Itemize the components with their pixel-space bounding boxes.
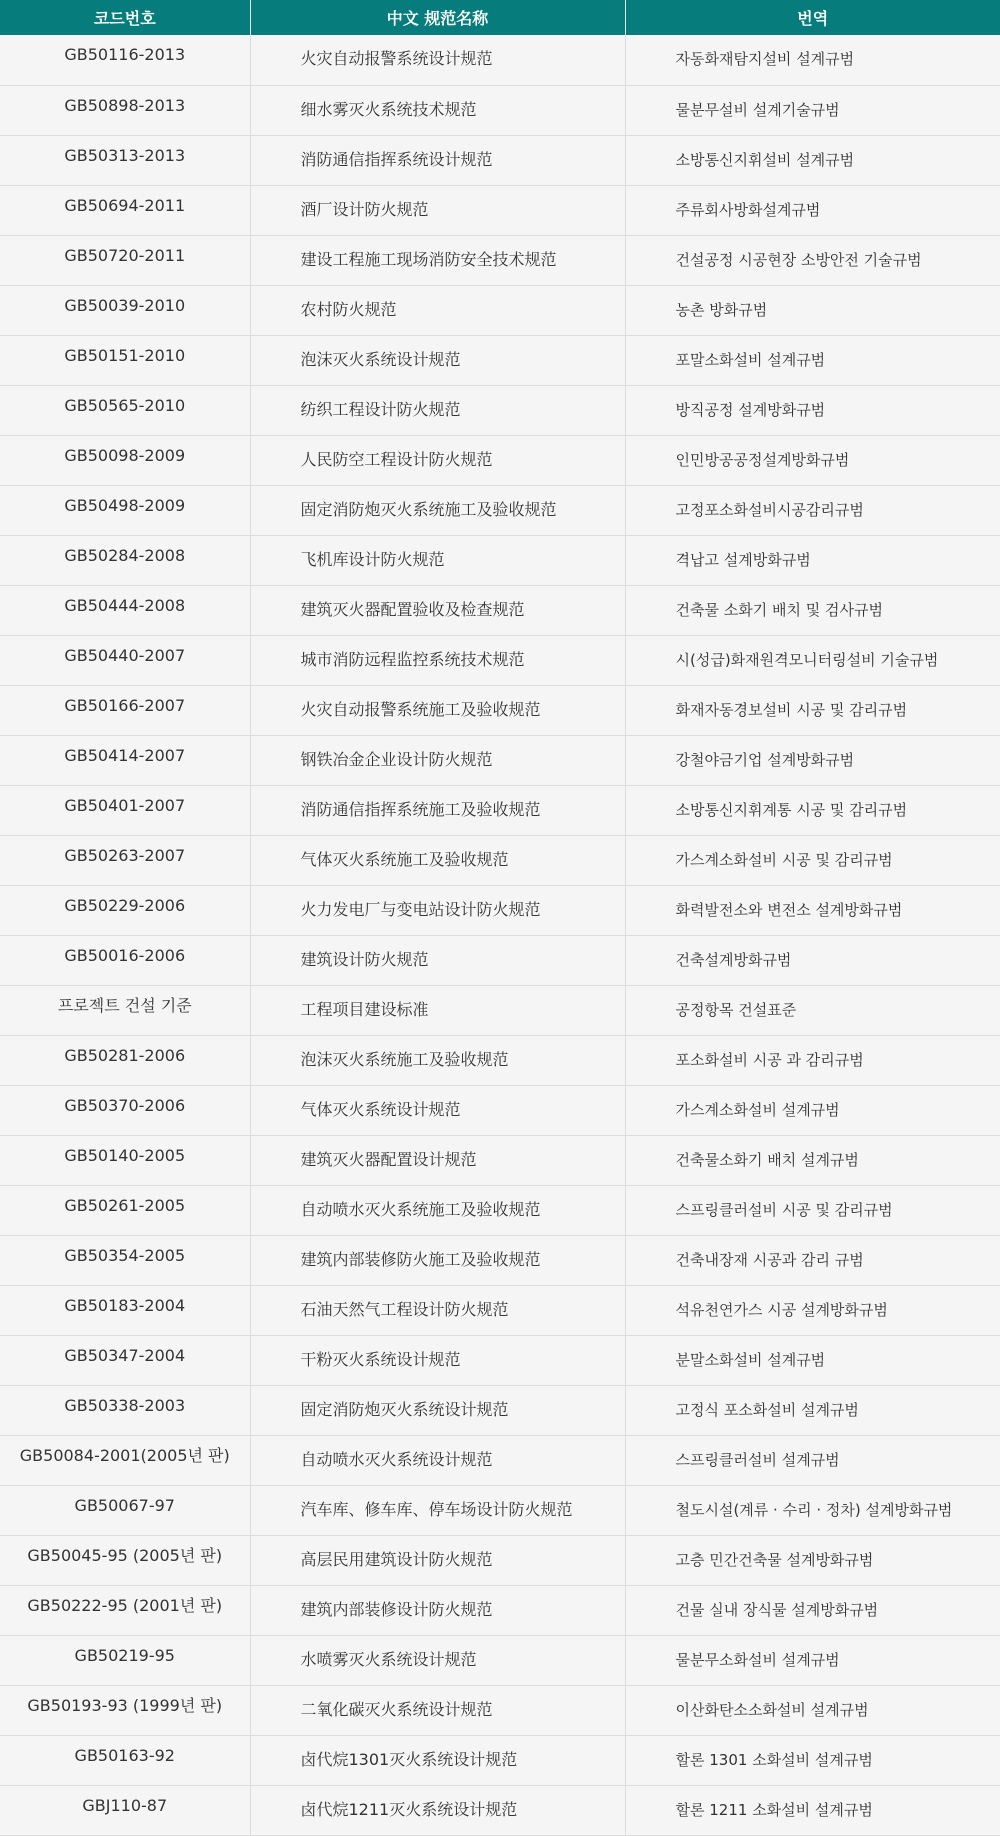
chinese-name: 钢铁冶金企业设计防火规范 [251, 736, 625, 770]
standard-code-cell [0, 1085, 250, 1135]
korean-translation-cell [625, 1185, 1000, 1235]
korean-translation: 방직공정 설계방화규범 [626, 386, 1000, 420]
standard-code: GB50163-92 [0, 1736, 250, 1766]
standard-code: GB50151-2010 [0, 336, 250, 366]
standard-code: GB50444-2008 [0, 586, 250, 616]
standard-code-cell [0, 635, 250, 685]
chinese-name: 工程项目建设标准 [251, 986, 625, 1020]
korean-translation: 철도시설(계류 · 수리 · 정차) 설계방화규범 [626, 1486, 1000, 1520]
korean-translation-cell [625, 785, 1000, 835]
chinese-name: 火力发电厂与变电站设计防火规范 [251, 886, 625, 920]
chinese-name-cell [250, 485, 625, 535]
korean-translation-cell [625, 1635, 1000, 1685]
chinese-name: 固定消防炮灭火系统施工及验收规范 [251, 486, 625, 520]
korean-translation: 가스계소화설비 시공 및 감리규범 [626, 836, 1000, 870]
table-row [0, 285, 1000, 335]
korean-translation: 시(성급)화재원격모니터링설비 기술규범 [626, 636, 1000, 670]
standard-code-cell [0, 185, 250, 235]
standard-code: GB50338-2003 [0, 1386, 250, 1416]
table-row [0, 1135, 1000, 1185]
korean-translation-cell [625, 685, 1000, 735]
standard-code: GB50354-2005 [0, 1236, 250, 1266]
table-header [0, 0, 1000, 35]
standard-code: GBJ110-87 [0, 1786, 250, 1816]
chinese-name-cell [250, 1185, 625, 1235]
header-row [0, 0, 1000, 35]
chinese-name: 建设工程施工现场消防安全技术规范 [251, 236, 625, 270]
standard-code: GB50263-2007 [0, 836, 250, 866]
table-row [0, 1485, 1000, 1535]
korean-translation-cell [625, 735, 1000, 785]
korean-translation: 농촌 방화규범 [626, 286, 1000, 320]
korean-translation-cell [625, 1685, 1000, 1735]
korean-translation-cell [625, 635, 1000, 685]
chinese-name: 自动喷水灭火系统设计规范 [251, 1436, 625, 1470]
standard-code: GB50370-2006 [0, 1086, 250, 1116]
korean-translation-cell [625, 1785, 1000, 1835]
korean-translation-cell [625, 535, 1000, 585]
table-row [0, 235, 1000, 285]
korean-translation-cell [625, 1735, 1000, 1785]
standard-code-cell [0, 835, 250, 885]
standard-code-cell [0, 35, 250, 85]
chinese-name-cell [250, 35, 625, 85]
korean-translation: 고층 민간건축물 설계방화규범 [626, 1536, 1000, 1570]
korean-translation: 포소화설비 시공 과 감리규범 [626, 1036, 1000, 1070]
standard-code-cell [0, 385, 250, 435]
standard-code: GB50039-2010 [0, 286, 250, 316]
korean-translation-cell [625, 1385, 1000, 1435]
standard-code: GB50401-2007 [0, 786, 250, 816]
chinese-name: 固定消防炮灭火系统设计规范 [251, 1386, 625, 1420]
korean-translation: 물분무설비 설계기술규범 [626, 86, 1000, 120]
korean-translation-cell [625, 485, 1000, 535]
standard-code: GB50229-2006 [0, 886, 250, 916]
table-row [0, 85, 1000, 135]
chinese-name-cell [250, 1585, 625, 1635]
standard-code: GB50898-2013 [0, 86, 250, 116]
korean-translation: 소방통신지휘계통 시공 및 감리규범 [626, 786, 1000, 820]
chinese-name-cell [250, 385, 625, 435]
standard-code-cell [0, 1285, 250, 1335]
chinese-name-cell [250, 1385, 625, 1435]
korean-translation-cell [625, 585, 1000, 635]
standard-code-cell [0, 335, 250, 385]
korean-translation: 건축물 소화기 배치 및 검사규범 [626, 586, 1000, 620]
chinese-name-cell [250, 335, 625, 385]
header-chinese-name: 中文 规范名称 [250, 0, 625, 35]
standard-code-cell [0, 935, 250, 985]
standard-code-cell [0, 735, 250, 785]
korean-translation: 격납고 설계방화규범 [626, 536, 1000, 570]
table-row [0, 985, 1000, 1035]
table-row [0, 1285, 1000, 1335]
table-row [0, 1635, 1000, 1685]
standard-code-cell [0, 535, 250, 585]
korean-translation: 포말소화설비 설계규범 [626, 336, 1000, 370]
chinese-name-cell [250, 1335, 625, 1385]
korean-translation: 화재자동경보설비 시공 및 감리규범 [626, 686, 1000, 720]
table-row [0, 1685, 1000, 1735]
chinese-name: 气体灭火系统施工及验收规范 [251, 836, 625, 870]
chinese-name-cell [250, 1785, 625, 1835]
table-row [0, 735, 1000, 785]
chinese-name: 干粉灭火系统设计规范 [251, 1336, 625, 1370]
korean-translation: 화력발전소와 변전소 설계방화규범 [626, 886, 1000, 920]
table-row [0, 585, 1000, 635]
korean-translation-cell [625, 835, 1000, 885]
chinese-name-cell [250, 1485, 625, 1535]
korean-translation-cell [625, 85, 1000, 135]
korean-translation-cell [625, 1285, 1000, 1335]
table-row [0, 785, 1000, 835]
chinese-name: 飞机库设计防火规范 [251, 536, 625, 570]
korean-translation-cell [625, 1335, 1000, 1385]
standard-code-cell [0, 135, 250, 185]
korean-translation-cell [625, 285, 1000, 335]
table-row [0, 1035, 1000, 1085]
chinese-name: 火灾自动报警系统设计规范 [251, 35, 625, 69]
chinese-name-cell [250, 1235, 625, 1285]
korean-translation-cell [625, 1035, 1000, 1085]
chinese-name: 消防通信指挥系统设计规范 [251, 136, 625, 170]
table-row [0, 1085, 1000, 1135]
chinese-name: 泡沫灭火系统施工及验收规范 [251, 1036, 625, 1070]
chinese-name: 城市消防远程监控系统技术规范 [251, 636, 625, 670]
chinese-name-cell [250, 1135, 625, 1185]
standard-code: GB50261-2005 [0, 1186, 250, 1216]
standard-code-cell [0, 1385, 250, 1435]
chinese-name-cell [250, 685, 625, 735]
chinese-name: 农村防火规范 [251, 286, 625, 320]
standard-code: GB50347-2004 [0, 1336, 250, 1366]
korean-translation-cell [625, 1535, 1000, 1585]
standard-code: GB50222-95 (2001년 판) [0, 1586, 250, 1616]
korean-translation-cell [625, 1485, 1000, 1535]
standard-code: GB50313-2013 [0, 136, 250, 166]
standard-code-cell [0, 985, 250, 1035]
standard-code-cell [0, 435, 250, 485]
chinese-name-cell [250, 85, 625, 135]
table-row [0, 1735, 1000, 1785]
standard-code: GB50140-2005 [0, 1136, 250, 1166]
chinese-name-cell [250, 135, 625, 185]
standard-code: GB50183-2004 [0, 1286, 250, 1316]
standard-code: GB50084-2001(2005년 판) [0, 1436, 250, 1466]
standard-code: GB50565-2010 [0, 386, 250, 416]
korean-translation-cell [625, 1435, 1000, 1485]
korean-translation: 건설공정 시공현장 소방안전 기술규범 [626, 236, 1000, 270]
standard-code-cell [0, 485, 250, 535]
chinese-name-cell [250, 1635, 625, 1685]
korean-translation-cell [625, 435, 1000, 485]
table-row [0, 1435, 1000, 1485]
chinese-name-cell [250, 735, 625, 785]
chinese-name-cell [250, 835, 625, 885]
korean-translation-cell [625, 185, 1000, 235]
standard-code-cell [0, 285, 250, 335]
korean-translation-cell [625, 135, 1000, 185]
korean-translation: 주류회사방화설계규범 [626, 186, 1000, 220]
standard-code-cell [0, 1785, 250, 1835]
chinese-name-cell [250, 585, 625, 635]
standard-code-cell [0, 1685, 250, 1735]
table-row [0, 35, 1000, 85]
standard-code-cell [0, 1435, 250, 1485]
table-row [0, 935, 1000, 985]
korean-translation: 공정항목 건설표준 [626, 986, 1000, 1020]
korean-translation: 건축내장재 시공과 감리 규범 [626, 1236, 1000, 1270]
table-row [0, 135, 1000, 185]
standard-code: GB50720-2011 [0, 236, 250, 266]
chinese-name: 石油天然气工程设计防火规范 [251, 1286, 625, 1320]
chinese-name: 卤代烷1301灭火系统设计规范 [251, 1736, 625, 1770]
chinese-name: 人民防空工程设计防火规范 [251, 436, 625, 470]
standard-code: GB50045-95 (2005년 판) [0, 1536, 250, 1566]
chinese-name: 酒厂设计防火规范 [251, 186, 625, 220]
korean-translation-cell [625, 35, 1000, 85]
korean-translation-cell [625, 1585, 1000, 1635]
standard-code: GB50694-2011 [0, 186, 250, 216]
korean-translation: 고정포소화설비시공감리규범 [626, 486, 1000, 520]
standard-code-cell [0, 1185, 250, 1235]
chinese-name: 建筑内部装修设计防火规范 [251, 1586, 625, 1620]
korean-translation: 할론 1301 소화설비 설계규범 [626, 1736, 1000, 1770]
standard-code-cell [0, 1735, 250, 1785]
standard-code: GB50284-2008 [0, 536, 250, 566]
korean-translation: 강철야금기업 설계방화규범 [626, 736, 1000, 770]
standard-code: GB50098-2009 [0, 436, 250, 466]
chinese-name-cell [250, 885, 625, 935]
standard-code: GB50414-2007 [0, 736, 250, 766]
standard-code: GB50016-2006 [0, 936, 250, 966]
korean-translation: 고정식 포소화설비 설계규범 [626, 1386, 1000, 1420]
chinese-name-cell [250, 1435, 625, 1485]
chinese-name-cell [250, 935, 625, 985]
korean-translation-cell [625, 335, 1000, 385]
standard-code-cell [0, 1135, 250, 1185]
standard-code-cell [0, 1635, 250, 1685]
table-row [0, 1585, 1000, 1635]
chinese-name: 二氧化碳灭火系统设计规范 [251, 1686, 625, 1720]
chinese-name-cell [250, 435, 625, 485]
chinese-name: 消防通信指挥系统施工及验收规范 [251, 786, 625, 820]
korean-translation: 스프링클러설비 설계규범 [626, 1436, 1000, 1470]
korean-translation-cell [625, 885, 1000, 935]
standard-code: GB50498-2009 [0, 486, 250, 516]
standard-code-cell [0, 1535, 250, 1585]
standard-code-cell [0, 1035, 250, 1085]
standard-code: 프로젝트 건설 기준 [0, 986, 250, 1016]
korean-translation-cell [625, 385, 1000, 435]
chinese-name-cell [250, 785, 625, 835]
korean-translation: 스프링클러설비 시공 및 감리규범 [626, 1186, 1000, 1220]
chinese-name: 建筑灭火器配置设计规范 [251, 1136, 625, 1170]
chinese-name-cell [250, 1685, 625, 1735]
table-row [0, 1385, 1000, 1435]
standard-code-cell [0, 885, 250, 935]
standard-code: GB50193-93 (1999년 판) [0, 1686, 250, 1716]
chinese-name: 汽车库、修车库、停车场设计防火规范 [251, 1486, 625, 1520]
korean-translation: 분말소화설비 설계규범 [626, 1336, 1000, 1370]
chinese-name-cell [250, 985, 625, 1035]
table-row [0, 1235, 1000, 1285]
table-row [0, 1785, 1000, 1835]
korean-translation-cell [625, 1135, 1000, 1185]
standard-code-cell [0, 1585, 250, 1635]
chinese-name-cell [250, 185, 625, 235]
standard-code-cell [0, 1485, 250, 1535]
standard-code-cell [0, 235, 250, 285]
standard-code: GB50116-2013 [0, 35, 250, 65]
chinese-name: 自动喷水灭火系统施工及验收规范 [251, 1186, 625, 1220]
standard-code: GB50440-2007 [0, 636, 250, 666]
chinese-name: 建筑设计防火规范 [251, 936, 625, 970]
standard-code-cell [0, 85, 250, 135]
table-row [0, 485, 1000, 535]
standard-code: GB50166-2007 [0, 686, 250, 716]
chinese-name: 建筑灭火器配置验收及检查规范 [251, 586, 625, 620]
standard-code-cell [0, 685, 250, 735]
standard-code: GB50067-97 [0, 1486, 250, 1516]
chinese-name-cell [250, 1535, 625, 1585]
chinese-name-cell [250, 1285, 625, 1335]
korean-translation-cell [625, 1085, 1000, 1135]
standard-code-cell [0, 585, 250, 635]
table-row [0, 1535, 1000, 1585]
chinese-name-cell [250, 1035, 625, 1085]
chinese-name: 泡沫灭火系统设计规范 [251, 336, 625, 370]
chinese-name-cell [250, 235, 625, 285]
table-row [0, 335, 1000, 385]
standard-code: GB50281-2006 [0, 1036, 250, 1066]
table-row [0, 185, 1000, 235]
table-row [0, 885, 1000, 935]
korean-translation: 물분무소화설비 설계규범 [626, 1636, 1000, 1670]
header-code: 코드번호 [0, 0, 250, 35]
chinese-name: 纺织工程设计防火规范 [251, 386, 625, 420]
korean-translation: 가스계소화설비 설계규범 [626, 1086, 1000, 1120]
chinese-name-cell [250, 1085, 625, 1135]
chinese-name-cell [250, 535, 625, 585]
chinese-name: 卤代烷1211灭火系统设计规范 [251, 1786, 625, 1820]
korean-translation-cell [625, 1235, 1000, 1285]
table-row [0, 1335, 1000, 1385]
chinese-name-cell [250, 1735, 625, 1785]
chinese-name-cell [250, 285, 625, 335]
korean-translation: 석유천연가스 시공 설계방화규범 [626, 1286, 1000, 1320]
korean-translation-cell [625, 235, 1000, 285]
header-translation: 번역 [625, 0, 1000, 35]
korean-translation: 이산화탄소소화설비 설계규범 [626, 1686, 1000, 1720]
chinese-name: 火灾自动报警系统施工及验收规范 [251, 686, 625, 720]
chinese-name: 气体灭火系统设计规范 [251, 1086, 625, 1120]
chinese-name-cell [250, 635, 625, 685]
korean-translation-cell [625, 985, 1000, 1035]
standard-code: GB50219-95 [0, 1636, 250, 1666]
korean-translation-cell [625, 935, 1000, 985]
chinese-name: 高层民用建筑设计防火规范 [251, 1536, 625, 1570]
table-row [0, 535, 1000, 585]
korean-translation: 건축물소화기 배치 설계규범 [626, 1136, 1000, 1170]
table-row [0, 685, 1000, 735]
korean-translation: 자동화재탐지설비 설계규범 [626, 35, 1000, 69]
standard-code-cell [0, 1335, 250, 1385]
chinese-name: 水喷雾灭火系统设计规范 [251, 1636, 625, 1670]
table-row [0, 835, 1000, 885]
korean-translation: 건축설계방화규범 [626, 936, 1000, 970]
korean-translation: 인민방공공정설계방화규범 [626, 436, 1000, 470]
table-row [0, 435, 1000, 485]
standard-code-cell [0, 785, 250, 835]
korean-translation: 소방통신지휘설비 설계규범 [626, 136, 1000, 170]
table-row [0, 635, 1000, 685]
table-body [0, 35, 1000, 1835]
table-row [0, 385, 1000, 435]
standard-code-cell [0, 1235, 250, 1285]
korean-translation: 할론 1211 소화설비 설계규범 [626, 1786, 1000, 1820]
chinese-name: 细水雾灭火系统技术规范 [251, 86, 625, 120]
table-row [0, 1185, 1000, 1235]
chinese-name: 建筑内部装修防火施工及验收规范 [251, 1236, 625, 1270]
korean-translation: 건물 실내 장식물 설계방화규범 [626, 1586, 1000, 1620]
